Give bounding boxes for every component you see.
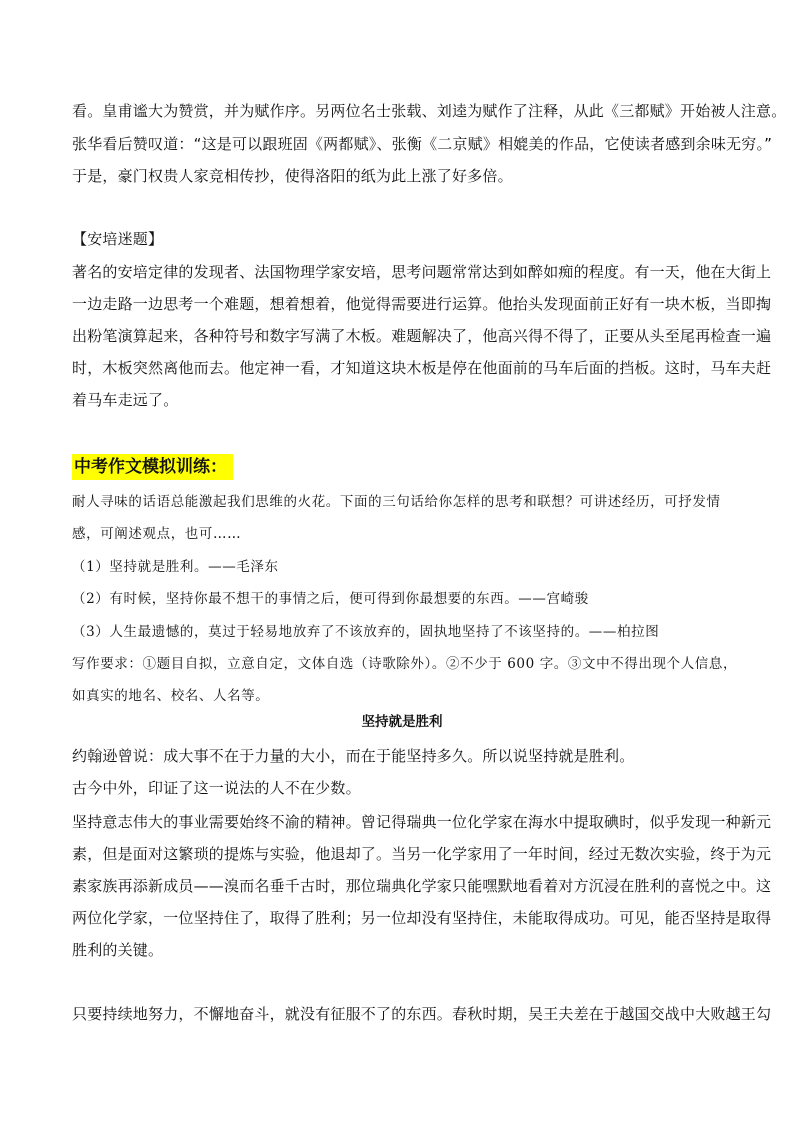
prompt-quote-2: （2）有时候，坚持你最不想干的事情之后，便可得到你最想要的东西。——宫崎骏 (72, 591, 589, 607)
prompt-line: 耐人寻味的话语总能激起我们思维的火花。下面的三句话给你怎样的思考和联想？可讲述经历，可抒发情 (72, 494, 721, 510)
story2-line: 一边走路一边思考一个难题，想着想着，他觉得需要进行运算。他抬头发现面前正好有一块木板，当即掏 (72, 295, 772, 313)
story1-line: 看。皇甫谧大为赞赏，并为赋作序。另两位名士张载、刘逵为赋作了注释，从此《三都赋》开始被人注意。 (72, 102, 787, 120)
essay-line: 只要持续地努力，不懈地奋斗，就没有征服不了的东西。春秋时期，吴王夫差在于越国交战中大败越王勾 (72, 1005, 772, 1023)
essay-line: 胜利的关键。 (72, 941, 164, 959)
essay-line: 两位化学家，一位坚持住了，取得了胜利；另一位却没有坚持住，未能取得成功。可见，能否坚持是取得 (72, 909, 772, 927)
story2-line: 着马车走远了。 (72, 391, 179, 409)
essay-line: 素家族再添新成员——溴而名垂千古时，那位瑞典化学家只能嘿默地看着对方沉浸在胜利的喜悦之中。这 (72, 877, 772, 895)
writing-requirements-cont: 如真实的地名、校名、人名等。 (72, 688, 270, 704)
story2-line: 出粉笔演算起来，各种符号和数字写满了木板。难题解决了，他高兴得不得了，正要从头至尾再检查一遍 (72, 327, 772, 345)
story2-title: 【安培迷题】 (72, 230, 164, 248)
story1-line: 于是，豪门权贵人家竞相传抄，使得洛阳的纸为此上涨了好多倍。 (72, 167, 513, 185)
story2-line: 著名的安培定律的发现者、法国物理学家安培，思考问题常常达到如醉如痴的程度。有一天，他在大街上 (72, 263, 772, 281)
story2-line: 时，木板突然离他而去。他定神一看，才知道这块木板是停在他面前的马车后面的挡板。这时，马车夫赶 (72, 359, 772, 377)
story1-line: 张华看后赞叹道：“这是可以跟班固《两都赋》、张衡《二京赋》相媲美的作品，它使读者感到余味无穷。” (72, 135, 773, 153)
prompt-line: 感，可阐述观点，也可…… (72, 526, 242, 542)
prompt-quote-3: （3）人生最遗憾的，莫过于轻易地放弃了不该放弃的，固执地坚持了不该坚持的。——柏拉图 (72, 624, 660, 640)
prompt-quote-1: （1）坚持就是胜利。——毛泽东 (72, 559, 279, 575)
essay-line: 约翰逊曾说：成大事不在于力量的大小，而在于能坚持多久。所以说坚持就是胜利。 (72, 747, 635, 765)
writing-requirements: 写作要求：①题目自拟，立意自定，文体自选（诗歌除外）。②不少于 600 字。③文中不得出现个人信息， (72, 656, 738, 672)
section-heading-training: 中考作文模拟训练： (72, 454, 233, 480)
essay-line: 坚持意志伟大的事业需要始终不渝的精神。曾记得瑞典一位化学家在海水中提取碘时，似乎发现一种新元 (72, 813, 772, 831)
essay-title: 坚持就是胜利 (361, 714, 443, 730)
essay-line: 素，但是面对这繁琐的提炼与实验，他退却了。当另一化学家用了一年时间，经过无数次实验，终于为元 (72, 845, 772, 863)
essay-line: 古今中外，印证了这一说法的人不在少数。 (72, 779, 361, 797)
